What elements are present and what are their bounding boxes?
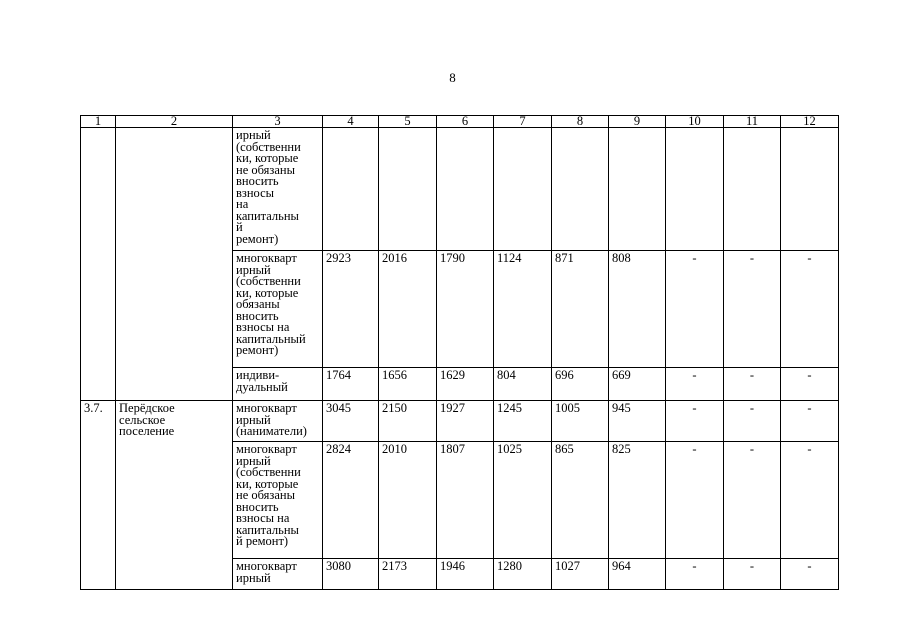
housing-type-cell: ирный (собственни ки, которые не обязаны вносить взносы на капитальны й ремонт) xyxy=(233,128,323,251)
housing-type-cell: многокварт ирный xyxy=(233,559,323,590)
value-cell: 804 xyxy=(494,368,552,401)
table-row xyxy=(81,401,839,442)
value-cell: 808 xyxy=(609,251,666,368)
value-cell: - xyxy=(781,251,839,368)
value-cell: - xyxy=(781,368,839,401)
header-cell: 10 xyxy=(666,116,724,128)
page-number: 8 xyxy=(449,70,456,85)
housing-type-cell: многокварт ирный (собственни ки, которые обязаны вносить взносы на капитальный ремонт) xyxy=(233,251,323,368)
value-cell: - xyxy=(666,401,724,442)
header-cell: 5 xyxy=(379,116,437,128)
value-cell xyxy=(609,128,666,251)
value-cell: 1280 xyxy=(494,559,552,590)
value-cell: 865 xyxy=(552,442,609,559)
value-cell: - xyxy=(724,368,781,401)
value-cell: 1946 xyxy=(437,559,494,590)
value-cell xyxy=(437,128,494,251)
value-cell xyxy=(379,128,437,251)
value-cell: 1124 xyxy=(494,251,552,368)
value-cell: 1790 xyxy=(437,251,494,368)
value-cell: - xyxy=(666,368,724,401)
value-cell: 1025 xyxy=(494,442,552,559)
settlement-cell xyxy=(116,128,233,401)
value-cell: 1807 xyxy=(437,442,494,559)
value-cell: 1027 xyxy=(552,559,609,590)
value-cell: 2173 xyxy=(379,559,437,590)
value-cell: 1656 xyxy=(379,368,437,401)
header-cell: 6 xyxy=(437,116,494,128)
header-cell: 11 xyxy=(724,116,781,128)
value-cell: 669 xyxy=(609,368,666,401)
header-cell: 9 xyxy=(609,116,666,128)
header-cell: 12 xyxy=(781,116,839,128)
value-cell: - xyxy=(724,251,781,368)
value-cell: - xyxy=(724,559,781,590)
value-cell: - xyxy=(666,251,724,368)
value-cell: - xyxy=(781,442,839,559)
value-cell: 1005 xyxy=(552,401,609,442)
header-cell: 3 xyxy=(233,116,323,128)
settlement-cell: Перёдское сельское поселение xyxy=(116,401,233,590)
header-cell: 2 xyxy=(116,116,233,128)
value-cell: - xyxy=(724,401,781,442)
housing-type-cell: многокварт ирный (наниматели) xyxy=(233,401,323,442)
value-cell xyxy=(552,128,609,251)
value-cell: 1245 xyxy=(494,401,552,442)
header-cell: 7 xyxy=(494,116,552,128)
header-cell: 1 xyxy=(81,116,116,128)
value-cell: - xyxy=(666,559,724,590)
value-cell: - xyxy=(781,559,839,590)
value-cell: 3045 xyxy=(323,401,379,442)
row-number-cell xyxy=(81,128,116,401)
header-row xyxy=(81,116,839,128)
tariff-table xyxy=(80,115,839,590)
table-row xyxy=(81,128,839,251)
value-cell: 945 xyxy=(609,401,666,442)
value-cell: 1764 xyxy=(323,368,379,401)
value-cell: - xyxy=(666,442,724,559)
housing-type-cell: многокварт ирный (собственни ки, которые не обязаны вносить взносы на капитальны й ремонт) xyxy=(233,442,323,559)
housing-type-cell: индиви- дуальный xyxy=(233,368,323,401)
value-cell: 871 xyxy=(552,251,609,368)
value-cell: 2010 xyxy=(379,442,437,559)
value-cell: 1629 xyxy=(437,368,494,401)
value-cell: 3080 xyxy=(323,559,379,590)
value-cell: - xyxy=(781,401,839,442)
value-cell xyxy=(781,128,839,251)
value-cell xyxy=(323,128,379,251)
row-number-cell: 3.7. xyxy=(81,401,116,590)
value-cell xyxy=(494,128,552,251)
value-cell: 696 xyxy=(552,368,609,401)
header-cell: 8 xyxy=(552,116,609,128)
value-cell: 2016 xyxy=(379,251,437,368)
value-cell: - xyxy=(724,442,781,559)
value-cell: 2150 xyxy=(379,401,437,442)
value-cell: 1927 xyxy=(437,401,494,442)
value-cell xyxy=(666,128,724,251)
header-cell: 4 xyxy=(323,116,379,128)
value-cell: 2923 xyxy=(323,251,379,368)
value-cell: 825 xyxy=(609,442,666,559)
value-cell: 2824 xyxy=(323,442,379,559)
value-cell xyxy=(724,128,781,251)
value-cell: 964 xyxy=(609,559,666,590)
